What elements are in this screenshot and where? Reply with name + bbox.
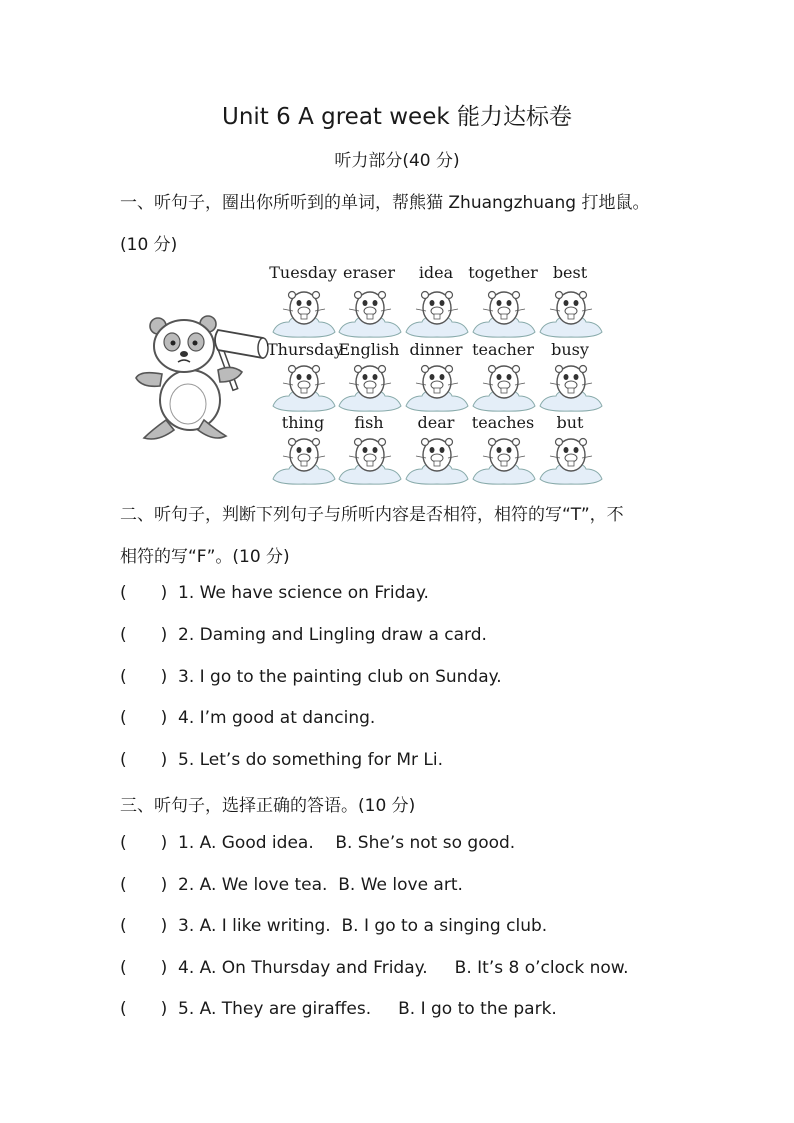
mole-icon [538,286,604,338]
choice-item: ( ) 2. A. We love tea. B. We love art. [120,875,463,895]
word-option: Tuesday [269,263,337,282]
word-option: fish [354,413,384,432]
mole-icon [271,433,337,485]
mole-icon [538,360,604,412]
mole-icon [337,360,403,412]
word-option: Thursday [267,340,343,359]
section2-instruction-cont: 相符的写“F”。(10 分) [120,547,290,567]
tf-item: ( ) 4. I’m good at dancing. [120,708,376,728]
word-option: idea [418,263,454,282]
page-subtitle: 听力部分(40 分) [334,151,460,171]
choice-item: ( ) 4. A. On Thursday and Friday. B. It’s 8 o’clock now. [120,958,629,978]
word-option: thing [281,413,325,432]
panda-illustration [130,312,275,442]
mole-icon [404,433,470,485]
tf-item: ( ) 3. I go to the painting club on Sunday. [120,667,502,687]
mole-icon [271,360,337,412]
word-option: teacher [472,340,534,359]
word-option: but [556,413,584,432]
mole-icon [404,360,470,412]
word-option: teaches [471,413,535,432]
tf-item: ( ) 1. We have science on Friday. [120,583,429,603]
word-option: eraser [343,263,395,282]
section1-score: (10 分) [120,235,178,255]
page-title: Unit 6 A great week 能力达标卷 [222,104,572,130]
word-option: dinner [409,340,463,359]
word-option: English [338,340,400,359]
choice-item: ( ) 5. A. They are giraffes. B. I go to the park. [120,999,557,1019]
tf-item: ( ) 2. Daming and Lingling draw a card. [120,625,487,645]
choice-item: ( ) 1. A. Good idea. B. She’s not so good. [120,833,516,853]
section1-instruction: 一、听句子，圈出你所听到的单词，帮熊猫 Zhuangzhuang 打地鼠。 [120,193,650,213]
word-option: busy [551,340,589,359]
mole-icon [538,433,604,485]
mole-icon [404,286,470,338]
section3-instruction: 三、听句子，选择正确的答语。(10 分) [120,796,416,816]
word-option: together [468,263,538,282]
mole-icon [471,286,537,338]
word-option: best [552,263,588,282]
mole-icon [471,433,537,485]
mole-icon [271,286,337,338]
choice-item: ( ) 3. A. I like writing. B. I go to a singing club. [120,916,548,936]
word-option: dear [417,413,455,432]
section2-instruction: 二、听句子，判断下列句子与所听内容是否相符，相符的写“T”，不 [120,505,624,525]
mole-icon [471,360,537,412]
mole-icon [337,286,403,338]
mole-icon [337,433,403,485]
tf-item: ( ) 5. Let’s do something for Mr Li. [120,750,444,770]
